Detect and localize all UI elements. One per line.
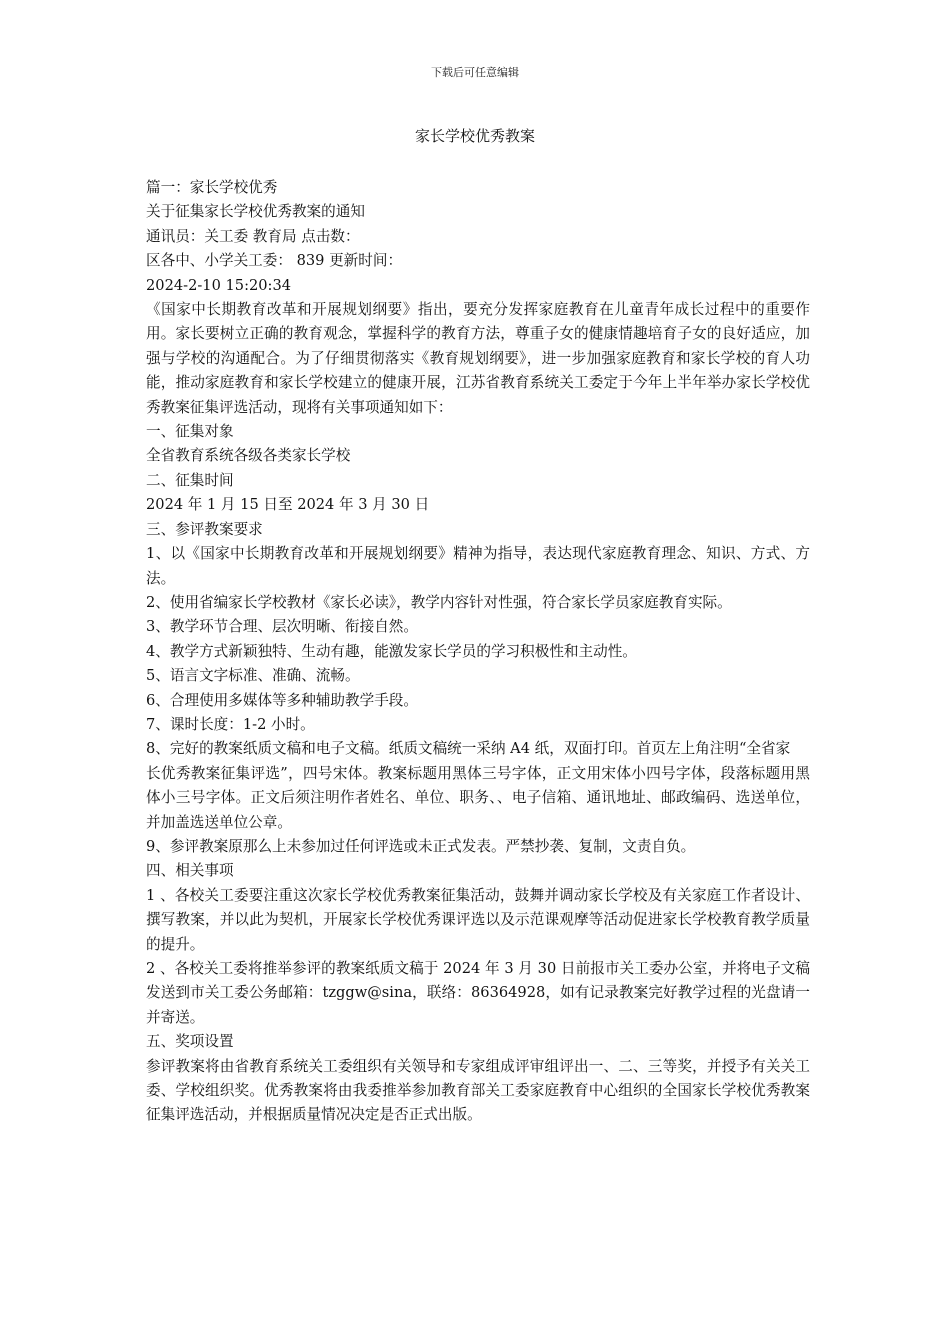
paragraph: 2024-2-10 15:20:34 [146, 276, 292, 294]
paragraph: 2 、各校关工委将推举参评的教案纸质文稿于 2024 年 3 月 30 日前报市关工委办公室，并将电子文稿发送到市关工委公务邮箱：tzggw@sina，联络：86364928，如有记录教案完好教学过程的光盘请一并寄送。 [146, 960, 810, 1026]
paragraph: 1、以《国家中长期教育改革和开展规划纲要》精神为指导，表达现代家庭教育理念、知识、方式、方法。 [146, 545, 810, 587]
paragraph: 一、征集对象 [146, 423, 234, 441]
paragraph: 3、教学环节合理、层次明晰、衔接自然。 [146, 618, 418, 636]
paragraph: 三、参评教案要求 [146, 520, 263, 538]
paragraph: 7、课时长度：1-2 小时。 [146, 715, 315, 733]
paragraph: 通讯员：关工委 教育局 点击数： [146, 227, 360, 245]
paragraph: 篇一：家长学校优秀 [146, 179, 278, 196]
paragraph: 8、完好的教案纸质文稿和电子文稿。纸质文稿统一采纳 A4 纸，双面打印。首页左上角注明“全省家 [146, 740, 791, 758]
document-body [146, 176, 810, 1128]
paragraph: 全省教育系统各级各类家长学校 [146, 447, 351, 465]
document-title: 家长学校优秀教案 [414, 127, 535, 145]
paragraph: 关于征集家长学校优秀教案的通知 [146, 203, 365, 221]
paragraph: 9、参评教案原那么上未参加过任何评选或未正式发表。严禁抄袭、复制，文责自负。 [146, 837, 696, 855]
paragraph: 长优秀教案征集评选”，四号宋体。教案标题用黑体三号字体，正文用宋体小四号字体，段落标题用黑体小三号字体。正文后须注明作者姓名、单位、职务、、电子信箱、通讯地址、邮政编码、选送单位，并加盖选送单位公章。 [146, 764, 810, 831]
paragraph: 参评教案将由省教育系统关工委组织有关领导和专家组成评审组评出一、二、三等奖，并授予有关关工委、学校组织奖。优秀教案将由我委推举参加教育部关工委家庭教育中心组织的全国家长学校优秀教案征集评选活动，并根据质量情况决定是否正式出版。 [146, 1057, 810, 1124]
paragraph: 1 、各校关工委要注重这次家长学校优秀教案征集活动，鼓舞并调动家长学校及有关家庭工作者设计、撰写教案，并以此为契机，开展家长学校优秀课评选以及示范课观摩等活动促进家长学校教育教学质量的提升。 [146, 886, 810, 953]
paragraph: 四、相关事项 [146, 862, 234, 880]
paragraph: 五、奖项设置 [146, 1033, 234, 1051]
paragraph: 2、使用省编家长学校教材《家长必读》，教学内容针对性强，符合家长学员家庭教育实际。 [146, 593, 732, 611]
page-header-note: 下载后可任意编辑 [431, 66, 519, 79]
paragraph: 6、合理使用多媒体等多种辅助教学手段。 [146, 691, 418, 709]
paragraph: 区各中、小学关工委： 839 更新时间： [146, 252, 403, 270]
paragraph: 二、征集时间 [146, 471, 234, 489]
paragraph: 5、语言文字标准、准确、流畅。 [146, 667, 360, 685]
paragraph: 2024 年 1 月 15 日至 2024 年 3 月 30 日 [146, 496, 430, 514]
paragraph: 4、教学方式新颖独特、生动有趣，能激发家长学员的学习积极性和主动性。 [146, 642, 637, 660]
paragraph: 《国家中长期教育改革和开展规划纲要》指出，要充分发挥家庭教育在儿童青年成长过程中的重要作用。家长要树立正确的教育观念，掌握科学的教育方法，尊重子女的健康情趣培育子女的良好适应，加强与学校的沟通配合。为了仔细贯彻落实《教育规划纲要》，进一步加强家庭教育和家长学校的育人功能，推动家庭教育和家长学校建立的健康开展，江苏省教育系统关工委定于今年上半年举办家长学校优秀教案征集评选活动，现将有关事项通知如下： [146, 301, 810, 416]
